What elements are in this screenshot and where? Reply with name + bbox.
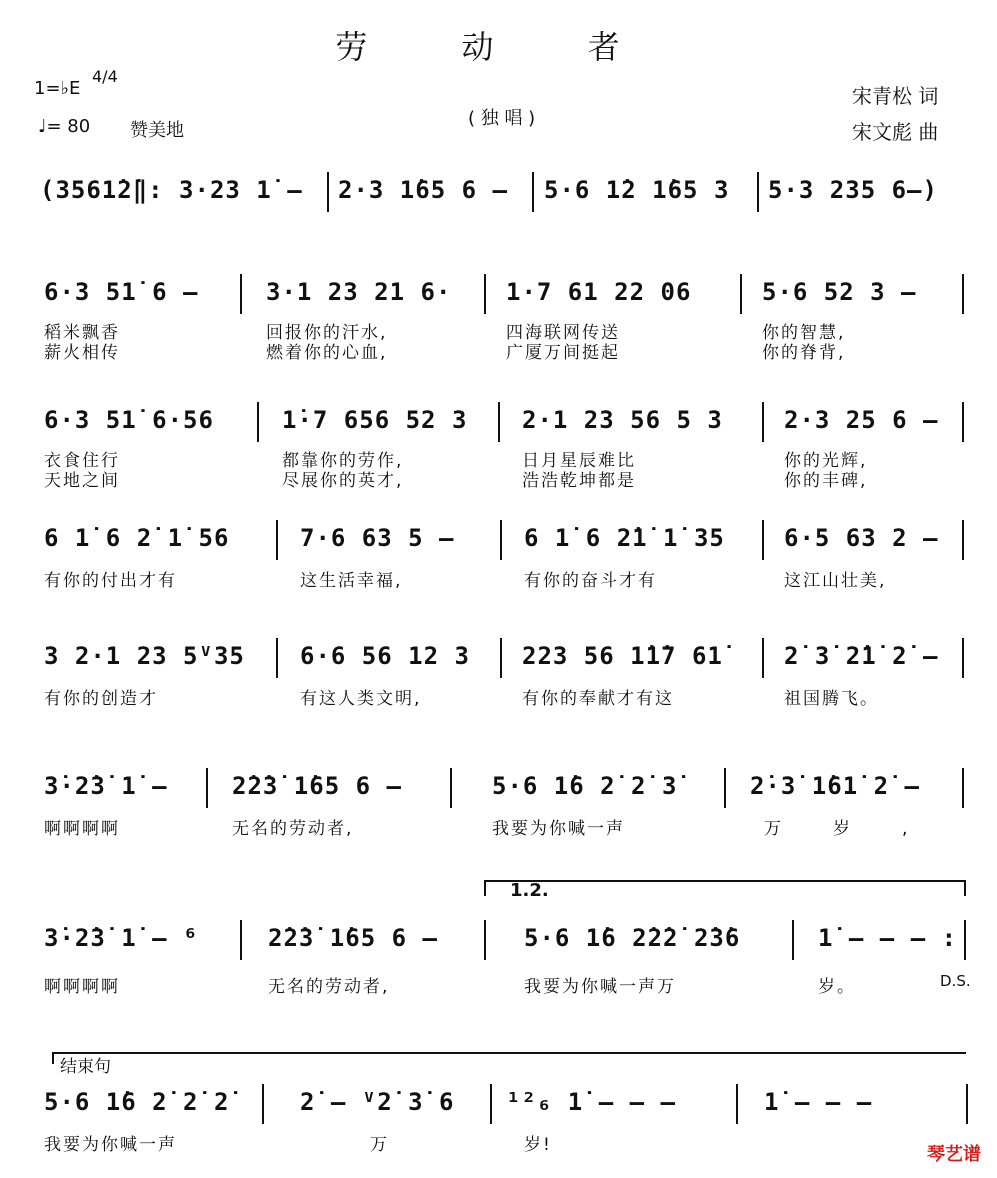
measure: 1̇ – – – :: [818, 924, 958, 952]
watermark-logo: 琴艺谱: [927, 1144, 981, 1165]
lyric: 万岁,: [764, 819, 960, 839]
lyric: 四海联网传送: [506, 323, 620, 343]
measure: 5·6 52 3 –: [762, 278, 917, 306]
measure: 3̇·2̇3̇ 1̇ – ⁶: [44, 924, 199, 952]
measure: 3̇·2̇3̇ 1̇ –: [44, 772, 168, 800]
subtitle: ( 独 唱 ): [468, 108, 536, 129]
lyric: 啊啊啊啊: [44, 819, 120, 839]
measure: 1̇ – – –: [764, 1088, 873, 1116]
lyric: 都靠你的劳作,: [282, 451, 404, 471]
dal-segno-mark: D.S.: [940, 972, 971, 990]
lyric: 有你的奋斗才有: [524, 571, 657, 591]
time-signature: 4/4: [92, 67, 118, 86]
measure: 6 1̇ 6 2̇ 1̇ 56: [44, 524, 230, 552]
composer-credit: 宋文彪 曲: [852, 120, 939, 144]
lyric: 这生活幸福,: [300, 571, 403, 591]
lyric: 我要为你喊一声万: [524, 977, 676, 997]
lyric: 薪火相传: [44, 343, 120, 363]
measure: 2̇2̇3̇ 1̇65 6 –: [268, 924, 438, 952]
measure: 5·6 1̇2 1̇65 3: [544, 176, 730, 204]
measure: 3 2·1 23 5ⱽ35: [44, 642, 245, 670]
lyric: 无名的劳动者,: [232, 819, 354, 839]
measure: 6·5 63 2 –: [784, 524, 939, 552]
measure: 6·3 51̇ 6·56: [44, 406, 214, 434]
measure: 2·3 1̇65 6 –: [338, 176, 508, 204]
lyric: 你的脊背,: [762, 343, 846, 363]
lyric: 回报你的汗水,: [266, 323, 388, 343]
measure: 2̇ – ⱽ2̇ 3̇ 6: [300, 1088, 455, 1116]
measure: ¹²₆ 1̇ – – –: [506, 1088, 676, 1116]
measure: 7·6 63 5 –: [300, 524, 455, 552]
ending-bracket: [52, 1052, 966, 1064]
tempo-mark: ♩= 80: [38, 116, 91, 137]
lyric: 衣食住行: [44, 451, 120, 471]
page-title: 劳 动 者: [335, 28, 662, 66]
measure: (3561̇2̇‖: 3·23 1̇ –: [40, 176, 303, 204]
lyricist-credit: 宋青松 词: [852, 84, 939, 108]
ending-label: 结束句: [60, 1057, 111, 1077]
lyric: 祖国腾飞。: [784, 689, 879, 709]
measure: 2·3 25 6 –: [784, 406, 939, 434]
measure: 2̇2̇3̇ 1̇65 6 –: [232, 772, 402, 800]
lyric: 岁。: [818, 977, 856, 997]
lyric: 你的丰碑,: [784, 471, 868, 491]
measure: 2̇ 3̇ 2̇1̇ 2̇ –: [784, 642, 939, 670]
lyric: 有你的奉献才有这: [522, 689, 674, 709]
lyric: 无名的劳动者,: [268, 977, 390, 997]
lyric: 燃着你的心血,: [266, 343, 388, 363]
measure: 2·1 23 56 5 3: [522, 406, 723, 434]
lyric: 浩浩乾坤都是: [522, 471, 636, 491]
lyric: 有你的付出才有: [44, 571, 177, 591]
lyric: 有这人类文明,: [300, 689, 422, 709]
measure: 6 1̇ 6 2̇1̇ 1̇ 35: [524, 524, 725, 552]
lyric: 稻米飘香: [44, 323, 120, 343]
lyric: 我要为你喊一声: [492, 819, 625, 839]
volta-label: 1.2.: [510, 880, 549, 901]
measure: 5·6 1̇6 2̇ 2̇ 3̇: [492, 772, 678, 800]
lyric: 啊啊啊啊: [44, 977, 120, 997]
measure: 1̇·7 656 52 3: [282, 406, 468, 434]
lyric: 我要为你喊一声: [44, 1135, 177, 1155]
measure: 3·1 23 21 6·: [266, 278, 452, 306]
lyric: 天地之间: [44, 471, 120, 491]
lyric: 广厦万间挺起: [506, 343, 620, 363]
lyric: 你的光辉,: [784, 451, 868, 471]
volta-bracket: [484, 880, 966, 896]
measure: 6·6 56 12 3: [300, 642, 470, 670]
lyric: 日月星辰难比: [522, 451, 636, 471]
measure: 5·3 235 6–): [768, 176, 938, 204]
lyric: 尽展你的英才,: [282, 471, 404, 491]
lyric: 岁!: [524, 1135, 552, 1155]
measure: 1·7 61 22 06: [506, 278, 692, 306]
lyric: 你的智慧,: [762, 323, 846, 343]
measure: 5·6 1̇6 2̇ 2̇ 2̇: [44, 1088, 230, 1116]
measure: 2̇·3̇ 1̇61̇ 2̇ –: [750, 772, 920, 800]
measure: 6·3 51̇ 6 –: [44, 278, 199, 306]
lyric: 万: [370, 1135, 389, 1155]
measure: 5·6 1̇6 2̇2̇2̇ 2̇3̇6: [524, 924, 741, 952]
expression-mark: 赞美地: [130, 120, 184, 141]
key-signature: 1=♭E: [34, 78, 81, 99]
measure: 223 56 1̇1̇7 61̇: [522, 642, 723, 670]
lyric: 有你的创造才: [44, 689, 158, 709]
lyric: 这江山壮美,: [784, 571, 887, 591]
